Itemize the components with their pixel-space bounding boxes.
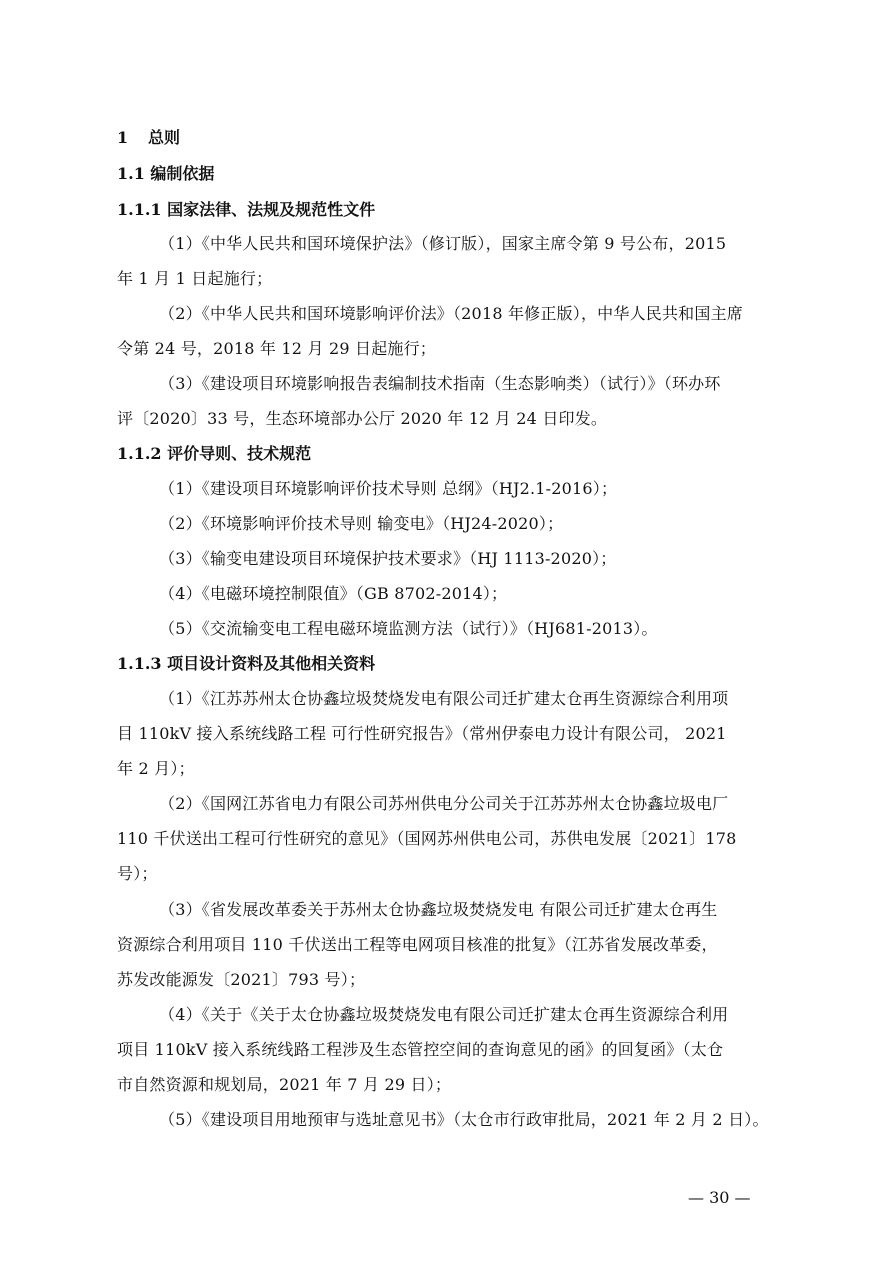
law-2-line-2: 令第 24 号，2018 年 12 月 29 日起施行； [117, 339, 436, 358]
material-3-line-2: 资源综合利用项目 110 千伏送出工程等电网项目核准的批复》（江苏省发展改革委， [117, 935, 718, 954]
material-1-line-1: （1）《江苏苏州太仓协鑫垃圾焚烧发电有限公司迁扩建太仓再生资源综合利用项 [159, 689, 729, 708]
heading-1-1-2: 1.1.2 评价导则、技术规范 [117, 444, 312, 463]
material-3-line-3: 苏发改能源发〔2021〕793 号）； [117, 970, 366, 989]
law-2-line-1: （2）《中华人民共和国环境影响评价法》（2018 年修正版），中华人民共和国主席 [159, 304, 743, 323]
material-1-line-2: 目 110kV 接入系统线路工程 可行性研究报告》（常州伊泰电力设计有限公司， 2021 [117, 724, 727, 743]
heading-1-number: 1 [117, 128, 129, 147]
standard-2: （2）《环境影响评价技术导则 输变电》（HJ24-2020）； [159, 514, 564, 533]
material-4-line-3: 市自然资源和规划局，2021 年 7 月 29 日）； [117, 1075, 452, 1094]
standard-5: （5）《交流输变电工程电磁环境监测方法（试行）》（HJ681-2013）。 [159, 619, 658, 638]
law-3-line-1: （3）《建设项目环境影响报告表编制技术指南（生态影响类）（试行）》（环办环 [159, 374, 721, 393]
material-4-line-1: （4）《关于《关于太仓协鑫垃圾焚烧发电有限公司迁扩建太仓再生资源综合利用 [159, 1005, 729, 1024]
law-3-line-2: 评〔2020〕33 号，生态环境部办公厅 2020 年 12 月 24 日印发。 [117, 409, 608, 428]
material-5-line-1: （5）《建设项目用地预审与选址意见书》（太仓市行政审批局，2021 年 2 月 2 日）。 [159, 1110, 769, 1129]
heading-1-1-1: 1.1.1 国家法律、法规及规范性文件 [117, 200, 376, 219]
material-2-line-1: （2）《国网江苏省电力有限公司苏州供电分公司关于江苏苏州太仓协鑫垃圾电厂 [159, 794, 729, 813]
heading-1-1: 1.1 编制依据 [117, 164, 215, 183]
material-2-line-3: 号）； [117, 864, 158, 883]
standard-4: （4）《电磁环境控制限值》（GB 8702-2014）； [159, 584, 508, 603]
law-1-line-2: 年 1 月 1 日起施行； [117, 269, 273, 288]
standard-1: （1）《建设项目环境影响评价技术导则 总纲》（HJ2.1-2016）； [159, 479, 618, 498]
heading-1 [117, 130, 180, 146]
page-number: — 30 — [688, 1188, 751, 1207]
material-1-line-3: 年 2 月）； [117, 759, 195, 778]
law-1-line-1: （1）《中华人民共和国环境保护法》（修订版），国家主席令第 9 号公布，2015 [159, 234, 727, 253]
material-2-line-2: 110 千伏送出工程可行性研究的意见》（国网苏州供电公司，苏供电发展〔2021〕178 [117, 829, 737, 848]
material-4-line-2: 项目 110kV 接入系统线路工程涉及生态管控空间的查询意见的函》的回复函》（太仓 [117, 1040, 724, 1059]
standard-3: （3）《输变电建设项目环境保护技术要求》（HJ 1113-2020）； [159, 549, 617, 568]
material-3-line-1: （3）《省发展改革委关于苏州太仓协鑫垃圾焚烧发电 有限公司迁扩建太仓再生 [159, 900, 718, 919]
heading-1-1-3: 1.1.3 项目设计资料及其他相关资料 [117, 654, 376, 673]
heading-1-title: 总则 [148, 128, 181, 147]
